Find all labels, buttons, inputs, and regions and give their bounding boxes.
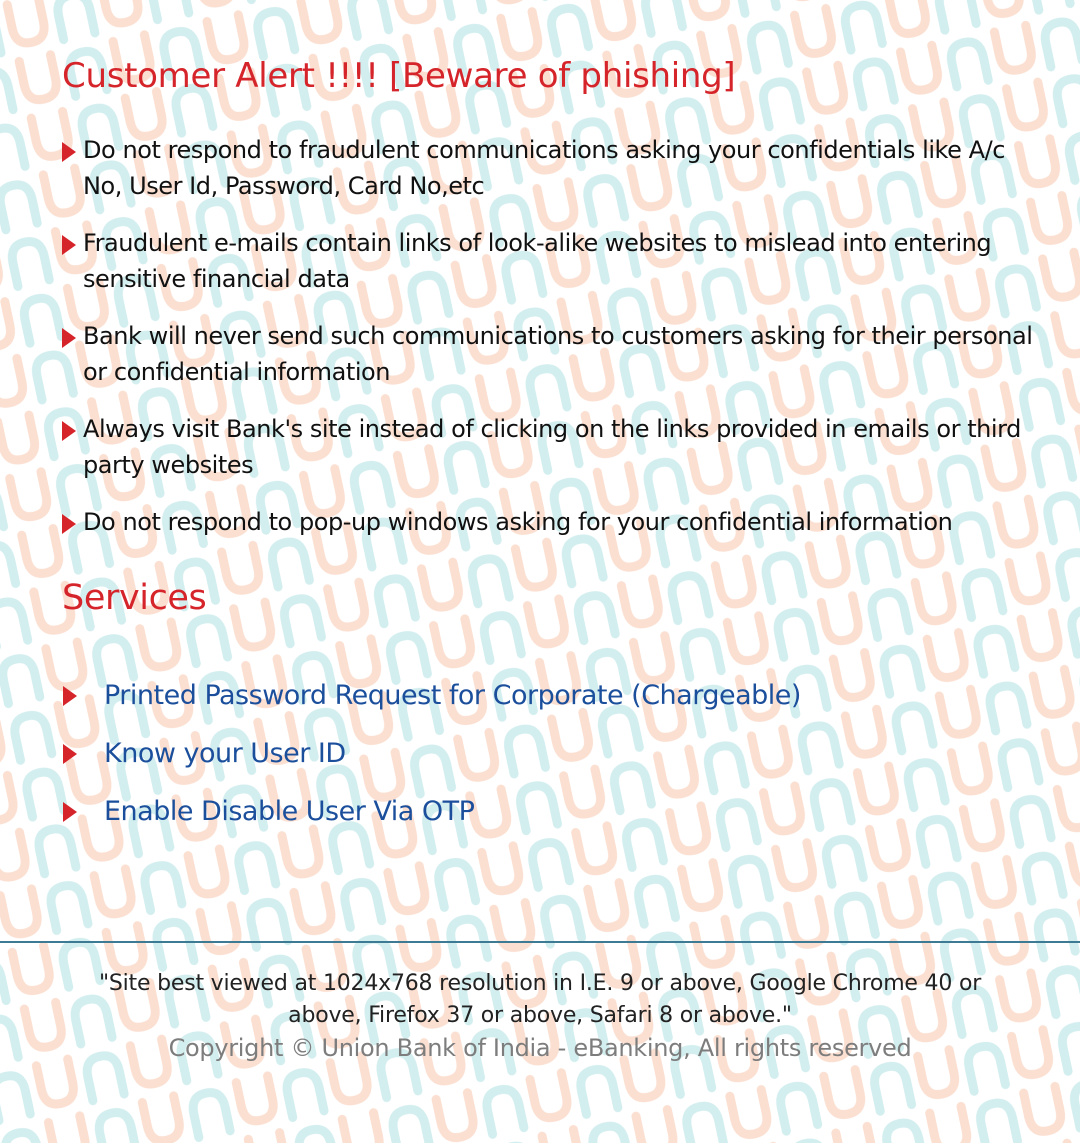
alert-item-text: Do not respond to pop-up windows asking for your confidential information [83, 508, 953, 536]
triangle-bullet-icon [62, 142, 76, 162]
alert-item [58, 504, 1043, 540]
enable-disable-user-otp-link[interactable]: Enable Disable User Via OTP [104, 796, 475, 827]
triangle-bullet-icon [63, 802, 77, 822]
customer-alert-title: Customer Alert !!!! [Beware of phishing] [62, 56, 736, 96]
alert-item-text: Do not respond to fraudulent communications asking your confidentials like A/c No, User Id, Password, Card No,etc [83, 136, 1005, 200]
copyright-text: Copyright © Union Bank of India - eBanking, All rights reserved [168, 1034, 912, 1062]
services-title: Services [62, 578, 207, 618]
alert-item [58, 132, 1043, 204]
alert-item [58, 411, 1043, 483]
service-item-know-user-id [58, 734, 801, 792]
know-your-user-id-link[interactable]: Know your User ID [104, 738, 346, 769]
service-item-enable-disable-user [58, 792, 801, 850]
alert-item-text: Always visit Bank's site instead of clicking on the links provided in emails or third party websites [83, 415, 1021, 479]
triangle-bullet-icon [62, 514, 76, 534]
triangle-bullet-icon [62, 235, 76, 255]
customer-alert-list [58, 132, 1043, 561]
browser-compatibility-note: "Site best viewed at 1024x768 resolution in I.E. 9 or above, Google Chrome 40 or above, Firefox 37 or above, Safari 8 or above." [98, 971, 982, 1028]
alert-item-text: Bank will never send such communications to customers asking for their personal or confidential information [83, 322, 1033, 386]
triangle-bullet-icon [63, 744, 77, 764]
alert-item [58, 225, 1043, 297]
footer-divider [0, 941, 1080, 943]
alert-item [58, 318, 1043, 390]
triangle-bullet-icon [62, 328, 76, 348]
triangle-bullet-icon [62, 421, 76, 441]
printed-password-request-link[interactable]: Printed Password Request for Corporate (Chargeable) [104, 680, 801, 711]
triangle-bullet-icon [63, 686, 77, 706]
services-list [58, 676, 801, 850]
footer [90, 968, 990, 1064]
alert-item-text: Fraudulent e-mails contain links of look-alike websites to mislead into entering sensitive financial data [83, 229, 992, 293]
service-item-printed-password [58, 676, 801, 734]
